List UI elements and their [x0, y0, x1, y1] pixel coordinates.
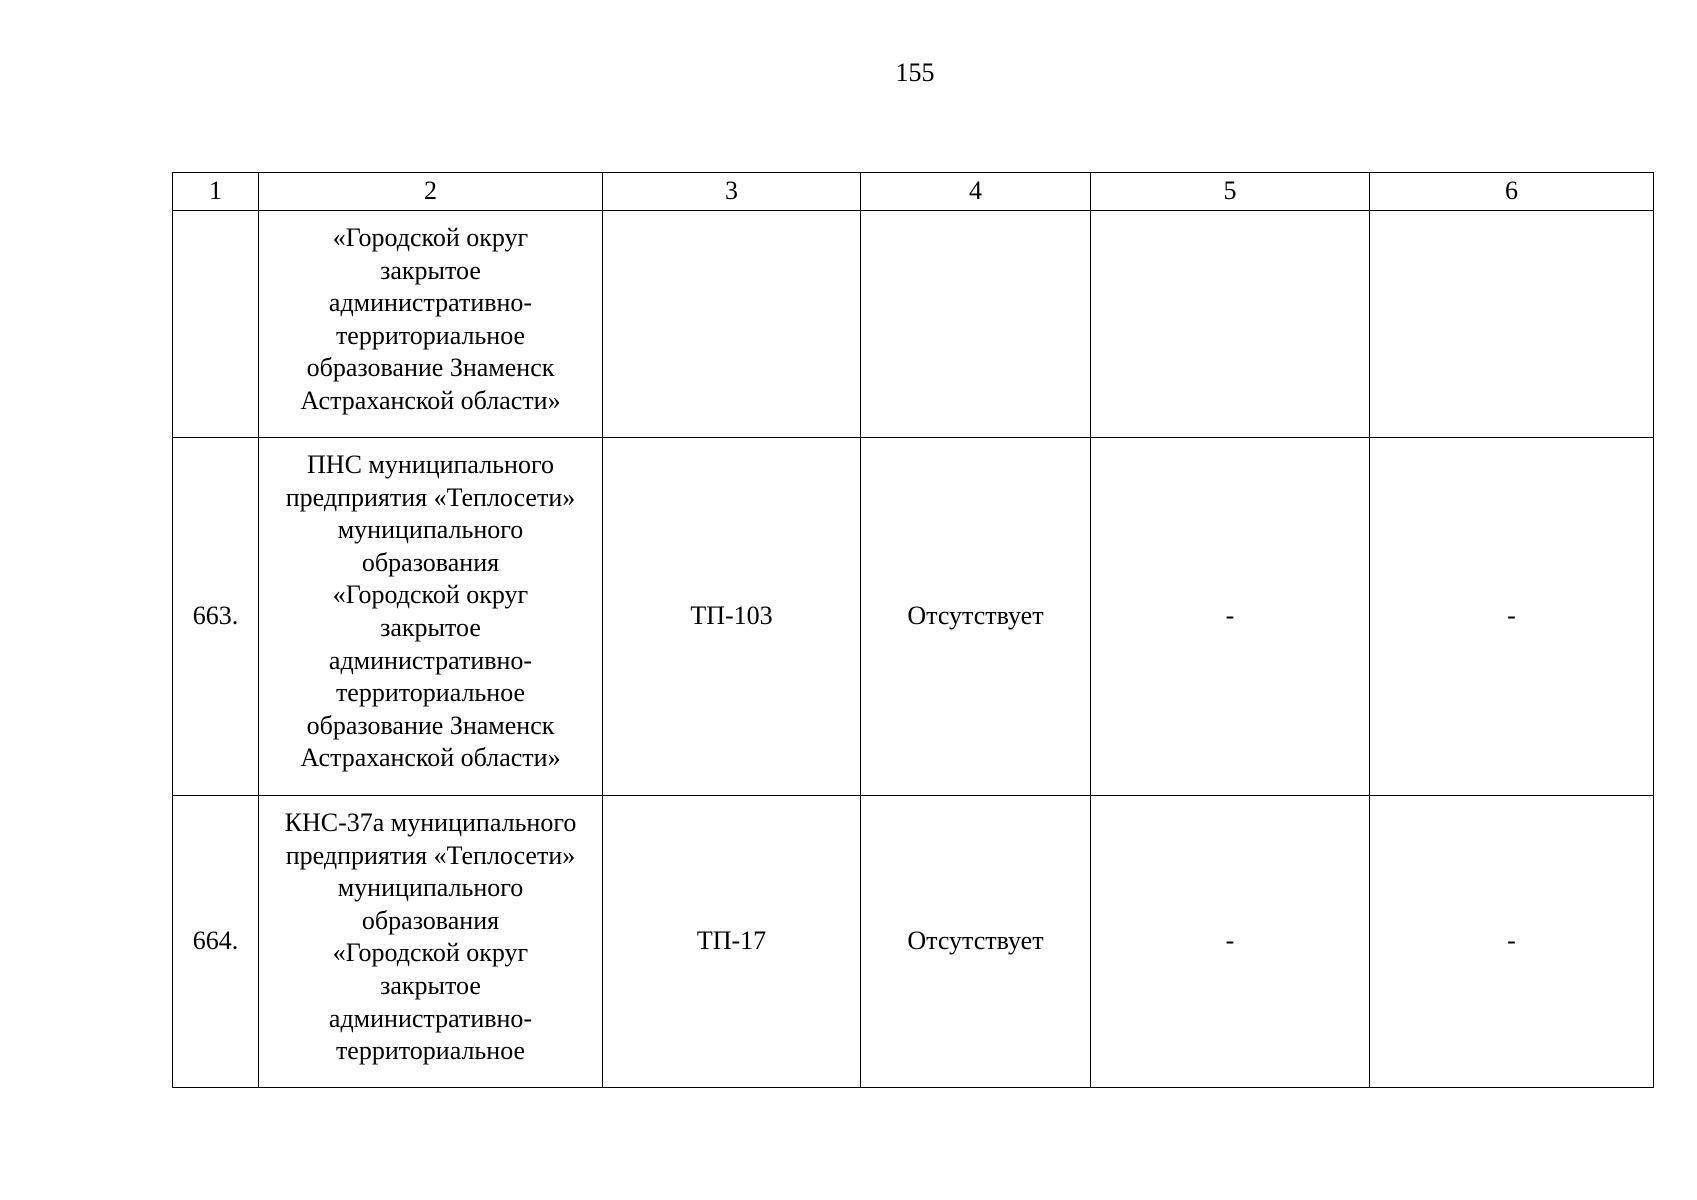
- header-cell-6: 6: [1370, 173, 1654, 211]
- name-line: «Городской округ: [332, 223, 529, 252]
- status-cell: Отсутствует: [861, 796, 1091, 1088]
- name-line: закрытое: [380, 970, 481, 1000]
- name-line: образование Знаменск: [306, 353, 555, 383]
- header-cell-4: 4: [861, 173, 1091, 211]
- name-line: территориальное: [335, 320, 526, 350]
- header-cell-5: 5: [1091, 173, 1370, 211]
- page-number: 155: [895, 58, 935, 87]
- header-cell-3: 3: [603, 173, 861, 211]
- name-line: территориальное: [335, 678, 526, 708]
- name-line: предприятия «Теплосети»: [285, 482, 576, 512]
- table-header-row: [173, 173, 1654, 211]
- col6-cell: -: [1370, 796, 1654, 1088]
- name-line: «Городской округ: [332, 580, 529, 610]
- header-cell-1: 1: [173, 173, 259, 211]
- status-cell: Отсутствует: [861, 438, 1091, 796]
- col6-cell: [1370, 211, 1654, 438]
- substation-cell: ТП-103: [603, 438, 861, 796]
- col6-cell: -: [1370, 438, 1654, 796]
- header-cell-2: 2: [259, 173, 603, 211]
- name-line: Астраханской области»: [300, 743, 561, 773]
- row-number-cell: 663.: [173, 438, 259, 796]
- name-line: КНС-37а муниципального: [284, 808, 577, 837]
- name-line: административно-: [328, 645, 533, 675]
- name-line: «Городской округ: [332, 938, 529, 968]
- name-line: образования: [361, 547, 500, 577]
- table-row: [173, 211, 1654, 438]
- name-line: ПНС муниципального: [307, 450, 554, 479]
- object-name-cell: [259, 211, 603, 438]
- name-line: административно-: [328, 1003, 533, 1033]
- name-line: муниципального: [337, 515, 524, 545]
- row-number-cell: 664.: [173, 796, 259, 1088]
- substation-cell: [603, 211, 861, 438]
- name-line: закрытое: [380, 612, 481, 642]
- substation-cell: ТП-17: [603, 796, 861, 1088]
- table-row: [173, 438, 1654, 796]
- name-line: административно-: [328, 288, 533, 318]
- data-table: [172, 172, 1654, 1088]
- name-line: предприятия «Теплосети»: [285, 840, 576, 870]
- status-cell: [861, 211, 1091, 438]
- row-number-cell: [173, 211, 259, 438]
- name-line: Астраханской области»: [300, 385, 561, 415]
- col5-cell: -: [1091, 796, 1370, 1088]
- table-row: [173, 796, 1654, 1088]
- col5-cell: -: [1091, 438, 1370, 796]
- object-name-cell: [259, 796, 603, 1088]
- name-line: закрытое: [380, 255, 481, 285]
- name-line: муниципального: [337, 873, 524, 903]
- name-line: образование Знаменск: [306, 710, 555, 740]
- object-name-cell: [259, 438, 603, 796]
- name-line: образования: [361, 905, 500, 935]
- col5-cell: [1091, 211, 1370, 438]
- name-line: территориальное: [335, 1036, 526, 1066]
